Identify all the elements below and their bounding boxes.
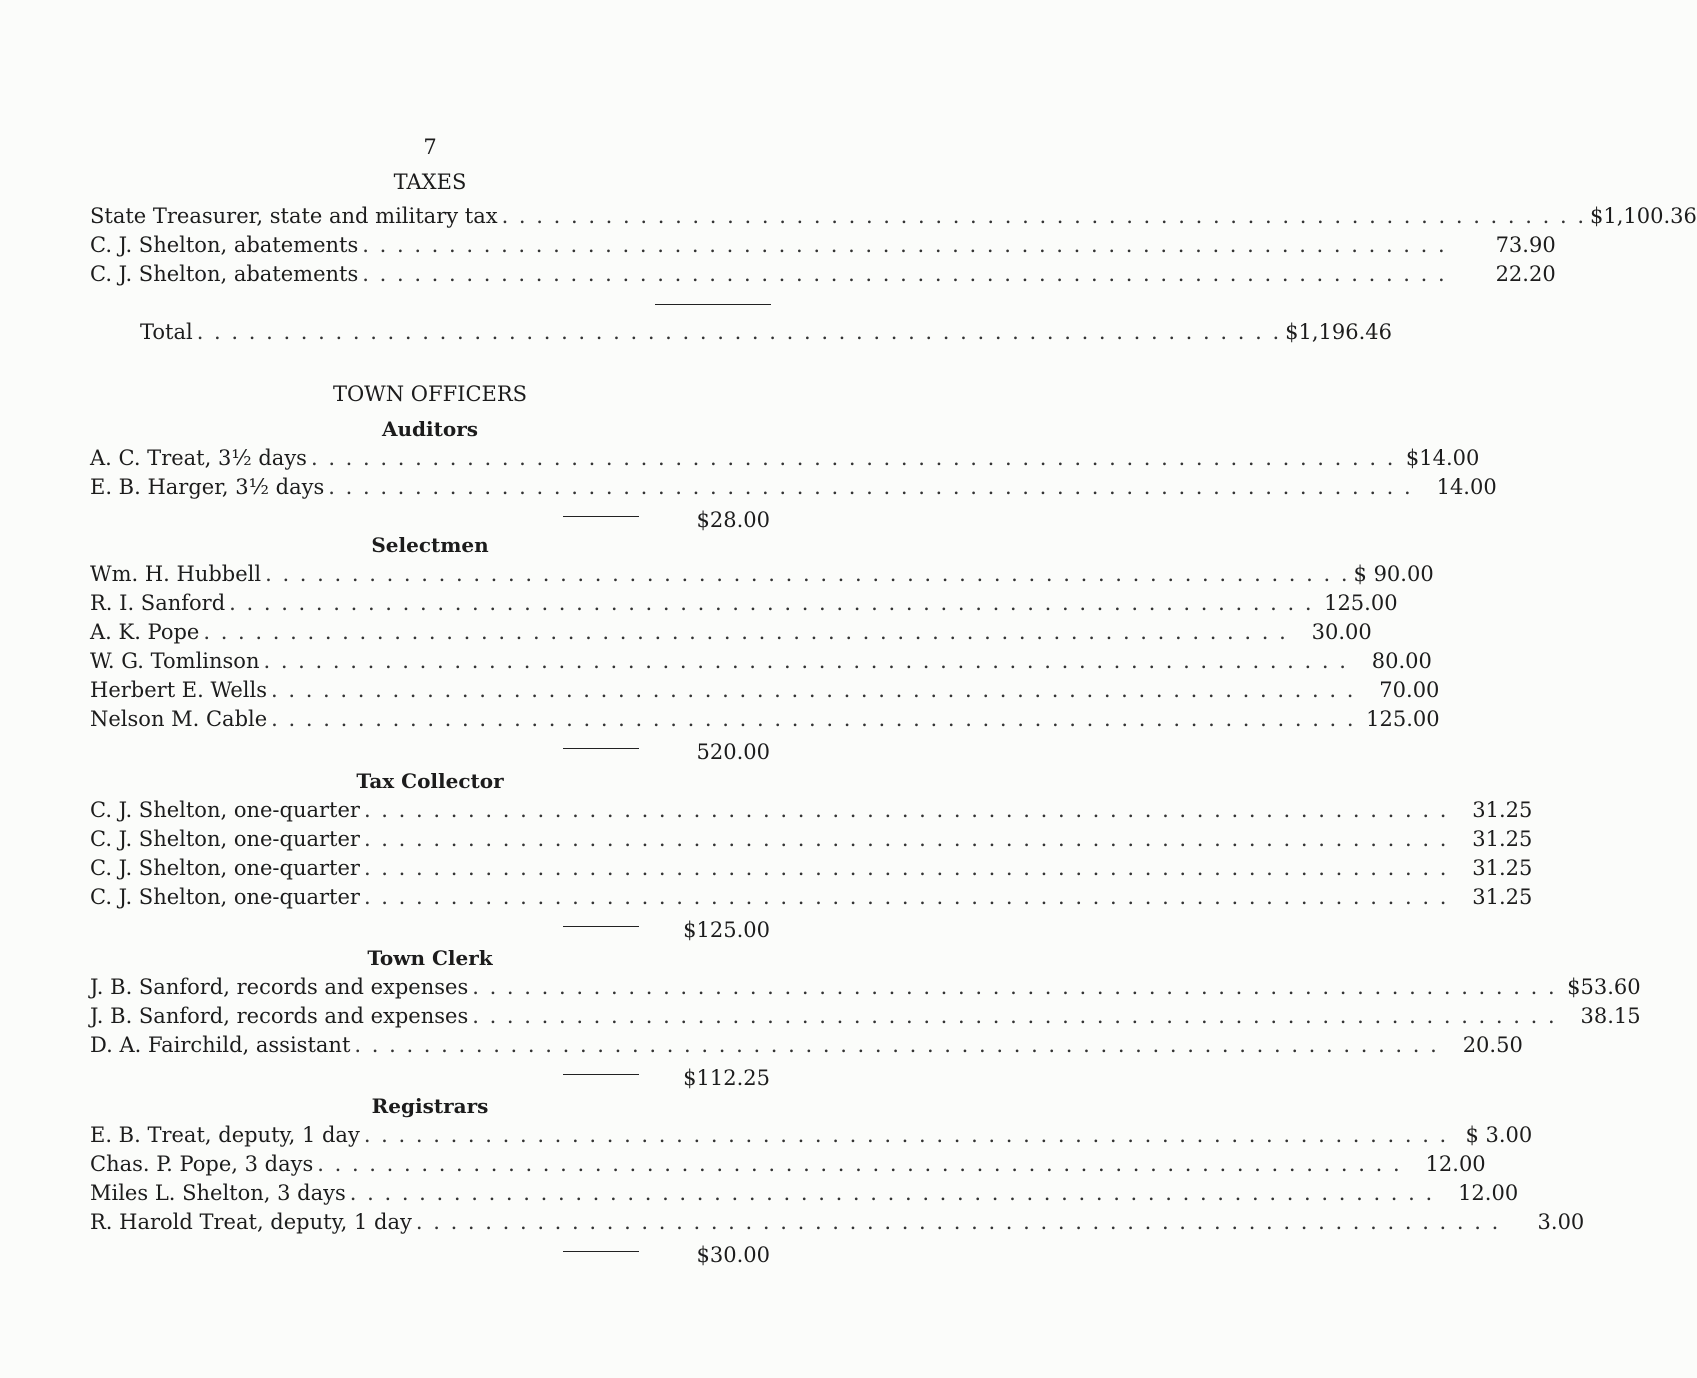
item-amount: 31.25 [1472, 827, 1533, 851]
item-label: Wm. H. Hubbell [90, 562, 262, 586]
item-amount: $1,100.36 [1590, 204, 1697, 228]
page-number: 7 [423, 135, 437, 159]
leader-dots: . . . . . . . . . . . . . . . . . . . . . . . . . . . . . . . . . . . . . . . . . . . . . . . . . . . . . . . . . . . . . . . [363, 856, 1449, 880]
line-item [90, 883, 1533, 912]
leader-dots: . . . . . . . . . . . . . . . . . . . . . . . . . . . . . . . . . . . . . . . . . . . . . . . . . . . . . . . . . . . . . . . [196, 320, 1282, 344]
leader-dots: . . . . . . . . . . . . . . . . . . . . . . . . . . . . . . . . . . . . . . . . . . . . . . . . . . . . . . . . . . . . . . . [472, 975, 1557, 999]
subtotal-rule [563, 926, 639, 927]
leader-dots: . . . . . . . . . . . . . . . . . . . . . . . . . . . . . . . . . . . . . . . . . . . . . . . . . . . . . . . . . . . . . . . [271, 707, 1356, 731]
section-subtotal: $125.00 [683, 918, 770, 942]
line-item [90, 705, 1440, 734]
leader-dots: . . . . . . . . . . . . . . . . . . . . . . . . . . . . . . . . . . . . . . . . . . . . . . . . . . . . . . . . . . . . . . . [362, 233, 1447, 257]
item-amount: 20.50 [1462, 1033, 1523, 1057]
line-item [90, 1031, 1523, 1060]
line-item [90, 1002, 1641, 1031]
section-title: Auditors [381, 417, 478, 441]
item-label: C. J. Shelton, abatements [90, 233, 359, 257]
leader-dots: . . . . . . . . . . . . . . . . . . . . . . . . . . . . . . . . . . . . . . . . . . . . . . . . . . . . . . . . . . . . . . . [354, 1033, 1439, 1057]
leader-dots: . . . . . . . . . . . . . . . . . . . . . . . . . . . . . . . . . . . . . . . . . . . . . . . . . . . . . . . . . . . . . . . [415, 1210, 1501, 1234]
item-amount: 31.25 [1472, 856, 1533, 880]
section-title: Tax Collector [356, 769, 504, 793]
line-item [90, 444, 1480, 473]
line-item [140, 318, 1393, 347]
item-amount: 70.00 [1379, 678, 1440, 702]
item-label: E. B. Treat, deputy, 1 day [90, 1123, 360, 1147]
item-label: Chas. P. Pope, 3 days [90, 1152, 314, 1176]
item-amount: $14.00 [1405, 446, 1480, 470]
item-label: R. I. Sanford [90, 591, 226, 615]
item-label: Nelson M. Cable [90, 707, 268, 731]
line-item [90, 589, 1398, 618]
subtotal-rule [563, 1074, 639, 1075]
item-amount: 31.25 [1472, 885, 1533, 909]
item-amount: 80.00 [1371, 649, 1432, 673]
section-title: Town Clerk [367, 946, 493, 970]
item-label: A. K. Pope [90, 620, 200, 644]
item-amount: 30.00 [1311, 620, 1372, 644]
item-label: Total [140, 320, 193, 344]
leader-dots: . . . . . . . . . . . . . . . . . . . . . . . . . . . . . . . . . . . . . . . . . . . . . . . . . . . . . . . . . . . . . . . [203, 620, 1288, 644]
line-item [90, 202, 1697, 231]
leader-dots: . . . . . . . . . . . . . . . . . . . . . . . . . . . . . . . . . . . . . . . . . . . . . . . . . . . . . . . . . . . . . . . [229, 591, 1314, 615]
leader-dots: . . . . . . . . . . . . . . . . . . . . . . . . . . . . . . . . . . . . . . . . . . . . . . . . . . . . . . . . . . . . . . . [363, 885, 1449, 909]
leader-dots: . . . . . . . . . . . . . . . . . . . . . . . . . . . . . . . . . . . . . . . . . . . . . . . . . . . . . . . . . . . . . . . [310, 446, 1396, 470]
line-item [90, 796, 1533, 825]
subtotal-rule [563, 748, 639, 749]
line-item [90, 1121, 1533, 1150]
leader-dots: . . . . . . . . . . . . . . . . . . . . . . . . . . . . . . . . . . . . . . . . . . . . . . . . . . . . . . . . . . . . . . . [328, 475, 1413, 499]
leader-dots: . . . . . . . . . . . . . . . . . . . . . . . . . . . . . . . . . . . . . . . . . . . . . . . . . . . . . . . . . . . . . . . [501, 204, 1586, 228]
town-officers-heading: TOWN OFFICERS [332, 382, 528, 406]
leader-dots: . . . . . . . . . . . . . . . . . . . . . . . . . . . . . . . . . . . . . . . . . . . . . . . . . . . . . . . . . . . . . . . [472, 1004, 1557, 1028]
leader-dots: . . . . . . . . . . . . . . . . . . . . . . . . . . . . . . . . . . . . . . . . . . . . . . . . . . . . . . . . . . . . . . . [349, 1181, 1435, 1205]
item-amount: 31.25 [1472, 798, 1533, 822]
item-amount: $ 90.00 [1353, 562, 1434, 586]
section-subtotal: $30.00 [696, 1243, 770, 1267]
taxes-total-rule [655, 304, 771, 305]
item-label: C. J. Shelton, one-quarter [90, 856, 360, 880]
line-item [90, 560, 1434, 589]
item-label: J. B. Sanford, records and expenses [90, 975, 469, 999]
item-amount: 73.90 [1495, 233, 1556, 257]
line-item [90, 676, 1440, 705]
item-amount: $1,196.46 [1285, 320, 1393, 344]
line-item [90, 473, 1497, 502]
item-label: W. G. Tomlinson [90, 649, 260, 673]
line-item [90, 231, 1556, 260]
leader-dots: . . . . . . . . . . . . . . . . . . . . . . . . . . . . . . . . . . . . . . . . . . . . . . . . . . . . . . . . . . . . . . . [271, 678, 1356, 702]
item-amount: 14.00 [1436, 475, 1497, 499]
item-label: E. B. Harger, 3½ days [90, 475, 325, 499]
item-amount: 125.00 [1324, 591, 1398, 615]
leader-dots: . . . . . . . . . . . . . . . . . . . . . . . . . . . . . . . . . . . . . . . . . . . . . . . . . . . . . . . . . . . . . . . [362, 262, 1447, 286]
item-amount: 12.00 [1458, 1181, 1519, 1205]
subtotal-rule [563, 516, 639, 517]
item-label: R. Harold Treat, deputy, 1 day [90, 1210, 412, 1234]
item-amount: 3.00 [1537, 1210, 1585, 1234]
line-item [90, 1150, 1486, 1179]
line-item [90, 647, 1432, 676]
item-label: C. J. Shelton, one-quarter [90, 827, 360, 851]
item-amount: 12.00 [1425, 1152, 1486, 1176]
leader-dots: . . . . . . . . . . . . . . . . . . . . . . . . . . . . . . . . . . . . . . . . . . . . . . . . . . . . . . . . . . . . . . . [317, 1152, 1402, 1176]
line-item [90, 1208, 1585, 1237]
item-label: J. B. Sanford, records and expenses [90, 1004, 469, 1028]
leader-dots: . . . . . . . . . . . . . . . . . . . . . . . . . . . . . . . . . . . . . . . . . . . . . . . . . . . . . . . . . . . . . . . [363, 1123, 1449, 1147]
subtotal-rule [563, 1251, 639, 1252]
section-title: Selectmen [371, 533, 489, 557]
line-item [90, 1179, 1519, 1208]
item-label: C. J. Shelton, abatements [90, 262, 359, 286]
line-item [90, 973, 1641, 1002]
leader-dots: . . . . . . . . . . . . . . . . . . . . . . . . . . . . . . . . . . . . . . . . . . . . . . . . . . . . . . . . . . . . . . . [363, 798, 1449, 822]
section-subtotal: $112.25 [683, 1066, 770, 1090]
item-amount: $53.60 [1567, 975, 1641, 999]
item-amount: 22.20 [1495, 262, 1556, 286]
line-item [90, 618, 1372, 647]
item-label: C. J. Shelton, one-quarter [90, 798, 360, 822]
item-amount: $ 3.00 [1465, 1123, 1533, 1147]
leader-dots: . . . . . . . . . . . . . . . . . . . . . . . . . . . . . . . . . . . . . . . . . . . . . . . . . . . . . . . . . . . . . . . [265, 562, 1350, 586]
section-title: Registrars [371, 1094, 489, 1118]
item-label: State Treasurer, state and military tax [90, 204, 498, 228]
line-item [90, 854, 1533, 883]
line-item [90, 260, 1556, 289]
item-amount: 38.15 [1580, 1004, 1641, 1028]
leader-dots: . . . . . . . . . . . . . . . . . . . . . . . . . . . . . . . . . . . . . . . . . . . . . . . . . . . . . . . . . . . . . . . [263, 649, 1348, 673]
taxes-heading: TAXES [393, 170, 467, 194]
section-subtotal: $28.00 [696, 508, 770, 532]
item-label: A. C. Treat, 3½ days [90, 446, 307, 470]
section-subtotal: 520.00 [696, 740, 770, 764]
line-item [90, 825, 1533, 854]
leader-dots: . . . . . . . . . . . . . . . . . . . . . . . . . . . . . . . . . . . . . . . . . . . . . . . . . . . . . . . . . . . . . . . [363, 827, 1449, 851]
item-label: C. J. Shelton, one-quarter [90, 885, 360, 909]
item-label: Miles L. Shelton, 3 days [90, 1181, 346, 1205]
item-label: Herbert E. Wells [90, 678, 267, 702]
item-amount: 125.00 [1366, 707, 1440, 731]
item-label: D. A. Fairchild, assistant [90, 1033, 351, 1057]
